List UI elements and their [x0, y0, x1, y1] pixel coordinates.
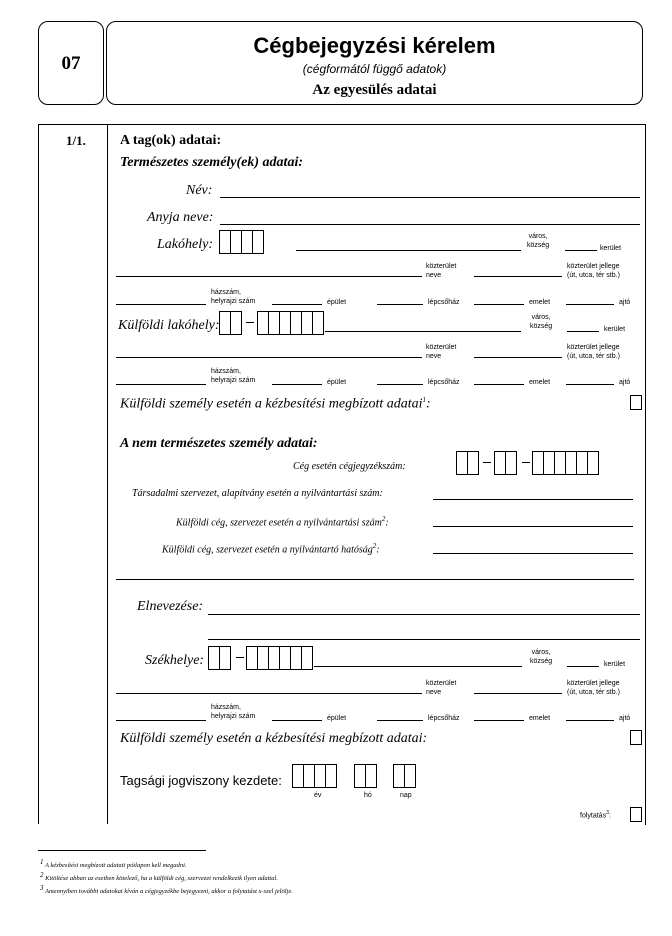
residence-label: Lakóhely:	[157, 237, 213, 252]
city-label: város, község	[530, 649, 553, 665]
building-label: épület	[327, 299, 347, 306]
continue-label: folytatás$^3$:	[580, 810, 611, 820]
stair-field[interactable]	[377, 720, 423, 721]
agent-checkbox[interactable]	[630, 395, 642, 410]
foreign-auth-label: Külföldi cég, szervezet esetén a nyilvántartó hatóság$^2$:	[162, 542, 380, 556]
agent2-label: Külföldi személy esetén a kézbesítési megbízott adatai:	[120, 731, 428, 746]
members-heading: A tag(ok) adatai:	[120, 133, 222, 148]
page-subtitle: (cégformától függő adatok)	[302, 62, 447, 76]
building-field[interactable]	[272, 304, 322, 305]
form-number: 07	[61, 53, 81, 74]
left-column	[38, 124, 108, 824]
name-field[interactable]	[220, 197, 640, 198]
foreign-residence-label: Külföldi lakóhely:	[118, 318, 220, 333]
stair-label: lépcsőház	[428, 299, 460, 306]
street-type-field[interactable]	[474, 276, 562, 277]
street-name-label: közterület neve	[426, 680, 457, 696]
street-type-field[interactable]	[474, 693, 562, 694]
street-type-label: közterület jellege (út, utca, tér stb.)	[567, 344, 620, 360]
nonnatural-heading: A nem természetes személy adatai:	[120, 436, 318, 451]
floor-field[interactable]	[474, 304, 524, 305]
membership-year[interactable]	[292, 764, 337, 788]
membership-month[interactable]	[354, 764, 377, 788]
house-number-label: házszám, helyrajzi szám	[211, 368, 256, 384]
foreign-postcode[interactable]	[257, 311, 324, 335]
dash	[246, 322, 254, 323]
dash	[236, 657, 244, 658]
foreign-city-field[interactable]	[325, 331, 521, 332]
district-label: kerület	[604, 326, 626, 333]
extra-line[interactable]	[116, 579, 634, 580]
company-reg-serial[interactable]	[532, 451, 599, 475]
dash	[522, 462, 530, 463]
day-label: nap	[400, 792, 412, 799]
floor-label: emelet	[529, 715, 551, 722]
street-name-label: közterület neve	[426, 263, 457, 279]
street-name-label: közterület neve	[426, 344, 457, 360]
footnote-2: $^2$ Kitöltése abban az esetben kötelező, ha a külföldi cég, szervezet rendelkezik ilyen adattal.	[40, 871, 278, 883]
seat-postcode[interactable]	[246, 646, 313, 670]
dash	[483, 462, 491, 463]
org-reg-label: Társadalmi szervezet, alapítvány esetén a nyilvántartási szám:	[132, 488, 383, 499]
footnote-1: $^1$ A kézbesítési megbízott adatait pótlapon kell megadni.	[40, 858, 187, 870]
residence-city-field[interactable]	[296, 250, 521, 251]
city-label: város, község	[530, 314, 553, 330]
mother-name-label: Anyja neve:	[147, 210, 214, 225]
floor-label: emelet	[529, 379, 551, 386]
house-number-field[interactable]	[116, 720, 206, 721]
agent-label: Külföldi személy esetén a kézbesítési megbízott adatai$^1$:	[120, 396, 431, 412]
residence-postcode[interactable]	[219, 230, 264, 254]
house-number-label: házszám, helyrajzi szám	[211, 289, 256, 305]
stair-label: lépcsőház	[428, 715, 460, 722]
street-name-field[interactable]	[116, 693, 422, 694]
section-number: 1/1.	[66, 133, 86, 148]
org-name-field-2[interactable]	[208, 639, 640, 640]
page-title: Cégbejegyzési kérelem	[253, 33, 496, 58]
foreign-country-code[interactable]	[219, 311, 242, 335]
district-label: kerület	[604, 661, 626, 668]
natural-person-heading: Természetes személy(ek) adatai:	[120, 155, 303, 170]
company-reg-form[interactable]	[494, 451, 517, 475]
door-label: ajtó	[619, 379, 631, 386]
seat-city-field[interactable]	[314, 666, 522, 667]
house-number-field[interactable]	[116, 304, 206, 305]
org-name-label: Elnevezése:	[137, 599, 204, 614]
city-label: város, község	[527, 233, 550, 249]
residence-district-field[interactable]	[565, 250, 597, 251]
stair-field[interactable]	[377, 384, 423, 385]
street-type-label: közterület jellege (út, utca, tér stb.)	[567, 680, 620, 696]
footnote-3: $^3$ Amennyiben további adatokat kíván a cégjegyzékbe bejegyezni, akkor a folytatást x-szel jelölje.	[40, 884, 293, 896]
org-name-field[interactable]	[208, 614, 640, 615]
door-field[interactable]	[566, 304, 614, 305]
stair-label: lépcsőház	[428, 379, 460, 386]
year-label: év	[314, 792, 322, 799]
street-name-field[interactable]	[116, 276, 422, 277]
door-field[interactable]	[566, 720, 614, 721]
footnote-divider	[38, 850, 206, 851]
street-type-field[interactable]	[474, 357, 562, 358]
seat-district-field[interactable]	[567, 666, 599, 667]
org-reg-field[interactable]	[433, 499, 633, 500]
building-field[interactable]	[272, 384, 322, 385]
section-title: Az egyesülés adatai	[312, 82, 437, 98]
floor-field[interactable]	[474, 720, 524, 721]
door-label: ajtó	[619, 299, 631, 306]
foreign-auth-field[interactable]	[433, 553, 633, 554]
membership-label: Tagsági jogviszony kezdete:	[120, 773, 282, 788]
foreign-reg-label: Külföldi cég, szervezet esetén a nyilvántartási szám$^2$:	[176, 515, 389, 529]
stair-field[interactable]	[377, 304, 423, 305]
seat-country-code[interactable]	[208, 646, 231, 670]
building-label: épület	[327, 715, 347, 722]
street-name-field[interactable]	[116, 357, 422, 358]
seat-label: Székhelye:	[145, 653, 205, 668]
door-label: ajtó	[619, 715, 631, 722]
month-label: hó	[364, 792, 372, 799]
foreign-district-field[interactable]	[567, 331, 599, 332]
mother-name-field[interactable]	[220, 224, 640, 225]
membership-day[interactable]	[393, 764, 416, 788]
floor-label: emelet	[529, 299, 551, 306]
house-number-field[interactable]	[116, 384, 206, 385]
continue-checkbox[interactable]	[630, 807, 642, 822]
company-reg-label: Cég esetén cégjegyzékszám:	[293, 461, 406, 472]
building-field[interactable]	[272, 720, 322, 721]
building-label: épület	[327, 379, 347, 386]
name-label: Név:	[186, 183, 213, 198]
floor-field[interactable]	[474, 384, 524, 385]
agent2-checkbox[interactable]	[630, 730, 642, 745]
foreign-reg-field[interactable]	[433, 526, 633, 527]
company-reg-court[interactable]	[456, 451, 479, 475]
door-field[interactable]	[566, 384, 614, 385]
house-number-label: házszám, helyrajzi szám	[211, 704, 256, 720]
district-label: kerület	[600, 245, 622, 252]
street-type-label: közterület jellege (út, utca, tér stb.)	[567, 263, 620, 279]
